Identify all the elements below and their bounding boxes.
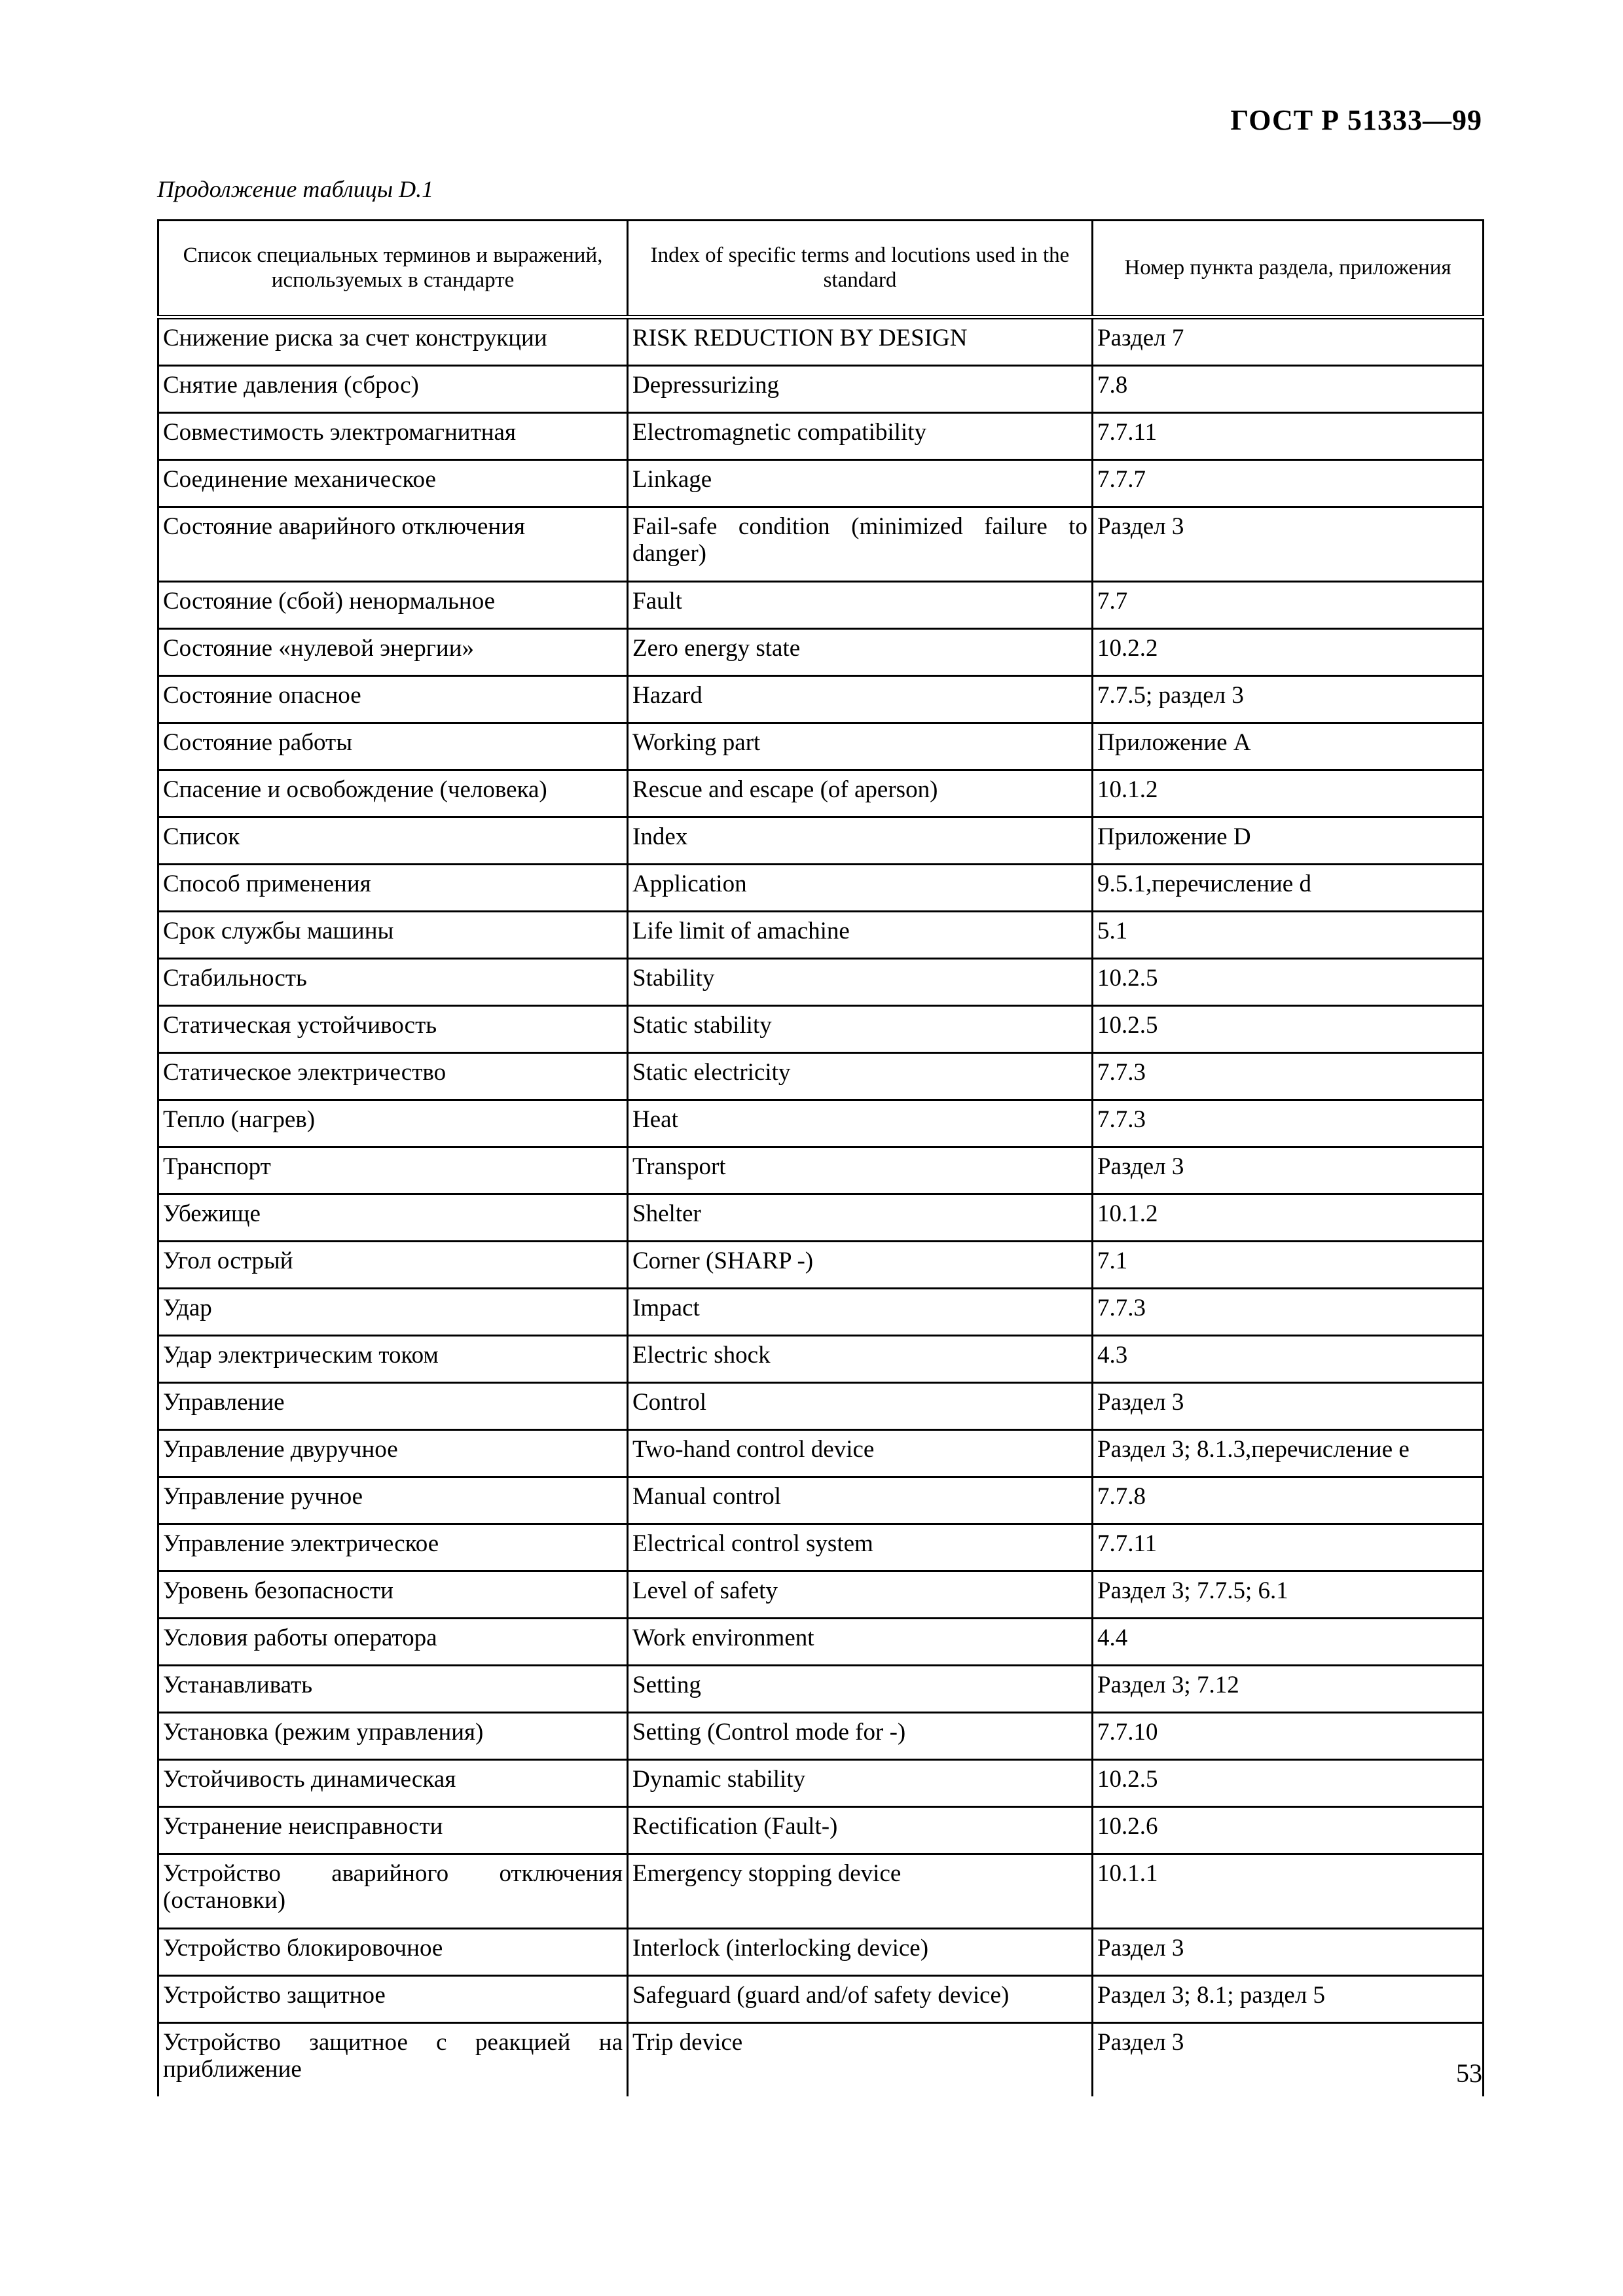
clause-ref: 7.7.8 [1093, 1477, 1484, 1524]
russian-term: Удар [158, 1289, 628, 1336]
russian-term: Убежище [158, 1194, 628, 1242]
table-row [158, 317, 1484, 366]
english-term: Zero energy state [628, 629, 1093, 676]
clause-ref: 7.7.10 [1093, 1713, 1484, 1760]
table-row [158, 1524, 1484, 1571]
table-row [158, 1147, 1484, 1194]
table-row [158, 1854, 1484, 1929]
russian-term: Снижение риска за счет конструкции [158, 317, 628, 366]
table-row [158, 1760, 1484, 1807]
table-row [158, 2023, 1484, 2097]
terms-table-container [157, 219, 1482, 2096]
clause-ref: 4.3 [1093, 1336, 1484, 1383]
english-term: Corner (SHARP -) [628, 1242, 1093, 1289]
table-row [158, 413, 1484, 460]
table-row [158, 582, 1484, 629]
english-term: Index [628, 817, 1093, 865]
table-row [158, 1929, 1484, 1976]
clause-ref: 4.4 [1093, 1619, 1484, 1666]
russian-term: Состояние опасное [158, 676, 628, 723]
clause-ref: Раздел 3 [1093, 2023, 1484, 2097]
russian-term: Состояние (сбой) ненормальное [158, 582, 628, 629]
clause-ref: Раздел 7 [1093, 317, 1484, 366]
table-row [158, 1100, 1484, 1147]
english-term: Impact [628, 1289, 1093, 1336]
russian-term: Устройство блокировочное [158, 1929, 628, 1976]
russian-term: Статическая устойчивость [158, 1006, 628, 1053]
russian-term: Стабильность [158, 959, 628, 1006]
clause-ref: 7.7.11 [1093, 1524, 1484, 1571]
clause-ref: Раздел 3; 7.12 [1093, 1666, 1484, 1713]
table-row [158, 366, 1484, 413]
clause-ref: 10.2.5 [1093, 959, 1484, 1006]
english-term: Linkage [628, 460, 1093, 507]
english-term: Hazard [628, 676, 1093, 723]
table-row [158, 1430, 1484, 1477]
clause-ref: 7.7.11 [1093, 413, 1484, 460]
english-term: Static stability [628, 1006, 1093, 1053]
russian-term: Тепло (нагрев) [158, 1100, 628, 1147]
clause-ref: 7.7 [1093, 582, 1484, 629]
russian-term: Установка (режим управления) [158, 1713, 628, 1760]
english-term: Working part [628, 723, 1093, 770]
russian-term: Состояние аварийного отключения [158, 507, 628, 582]
clause-ref: 9.5.1,перечисление d [1093, 865, 1484, 912]
clause-ref: 7.8 [1093, 366, 1484, 413]
russian-term: Снятие давления (сброс) [158, 366, 628, 413]
english-term: Setting (Control mode for -) [628, 1713, 1093, 1760]
russian-term: Устойчивость динамическая [158, 1760, 628, 1807]
english-term: Control [628, 1383, 1093, 1430]
russian-term: Уровень безопасности [158, 1571, 628, 1619]
english-term: Electrical control system [628, 1524, 1093, 1571]
table-row [158, 959, 1484, 1006]
english-term: Stability [628, 959, 1093, 1006]
clause-ref: 10.2.5 [1093, 1760, 1484, 1807]
russian-term: Совместимость электромагнитная [158, 413, 628, 460]
table-row [158, 817, 1484, 865]
clause-ref: Раздел 3 [1093, 1383, 1484, 1430]
table-row [158, 1619, 1484, 1666]
table-row [158, 1976, 1484, 2023]
russian-term: Устройство аварийного отключения (остановки) [158, 1854, 628, 1929]
english-term: Fault [628, 582, 1093, 629]
clause-ref: 7.1 [1093, 1242, 1484, 1289]
table-row [158, 1336, 1484, 1383]
russian-term: Управление электрическое [158, 1524, 628, 1571]
english-term: Rescue and escape (of aperson) [628, 770, 1093, 817]
table-row [158, 1242, 1484, 1289]
document-code: ГОСТ Р 51333—99 [1230, 104, 1482, 136]
clause-ref: 5.1 [1093, 912, 1484, 959]
page-number: 53 [1456, 2058, 1482, 2088]
russian-term: Устройство защитное с реакцией на приближение [158, 2023, 628, 2097]
clause-ref: 7.7.3 [1093, 1289, 1484, 1336]
clause-ref: Раздел 3; 8.1.3,перечисление е [1093, 1430, 1484, 1477]
english-term: Level of safety [628, 1571, 1093, 1619]
table-body [158, 317, 1484, 2097]
clause-ref: 7.7.5; раздел 3 [1093, 676, 1484, 723]
english-term: Work environment [628, 1619, 1093, 1666]
clause-ref: 10.2.2 [1093, 629, 1484, 676]
english-term: Life limit of amachine [628, 912, 1093, 959]
english-term: Static electricity [628, 1053, 1093, 1100]
russian-term: Удар электрическим током [158, 1336, 628, 1383]
terms-table [157, 219, 1484, 2096]
header-russian-terms: Список специальных терминов и выражений, используемых в стандарте [158, 221, 628, 317]
table-caption: Продолжение таблицы D.1 [157, 176, 434, 202]
english-term: Rectification (Fault-) [628, 1807, 1093, 1854]
russian-term: Статическое электричество [158, 1053, 628, 1100]
clause-ref: Раздел 3 [1093, 507, 1484, 582]
clause-ref: Приложение A [1093, 723, 1484, 770]
english-term: RISK REDUCTION BY DESIGN [628, 317, 1093, 366]
english-term: Application [628, 865, 1093, 912]
russian-term: Состояние «нулевой энергии» [158, 629, 628, 676]
russian-term: Устранение неисправности [158, 1807, 628, 1854]
russian-term: Состояние работы [158, 723, 628, 770]
table-row [158, 1477, 1484, 1524]
table-row [158, 1713, 1484, 1760]
russian-term: Угол острый [158, 1242, 628, 1289]
table-row [158, 460, 1484, 507]
english-term: Depressurizing [628, 366, 1093, 413]
russian-term: Управление ручное [158, 1477, 628, 1524]
english-term: Fail-safe condition (minimized failure to danger) [628, 507, 1093, 582]
english-term: Safeguard (guard and/of safety device) [628, 1976, 1093, 2023]
clause-ref: 10.1.1 [1093, 1854, 1484, 1929]
clause-ref: Раздел 3; 8.1; раздел 5 [1093, 1976, 1484, 2023]
clause-ref: Раздел 3 [1093, 1147, 1484, 1194]
table-row [158, 1571, 1484, 1619]
table-row [158, 1289, 1484, 1336]
clause-ref: Приложение D [1093, 817, 1484, 865]
table-row [158, 1666, 1484, 1713]
russian-term: Устройство защитное [158, 1976, 628, 2023]
clause-ref: 10.1.2 [1093, 770, 1484, 817]
russian-term: Срок службы машины [158, 912, 628, 959]
russian-term: Управление [158, 1383, 628, 1430]
english-term: Emergency stopping device [628, 1854, 1093, 1929]
clause-ref: 10.2.6 [1093, 1807, 1484, 1854]
table-row [158, 770, 1484, 817]
english-term: Interlock (interlocking device) [628, 1929, 1093, 1976]
clause-ref: 7.7.3 [1093, 1100, 1484, 1147]
clause-ref: 10.1.2 [1093, 1194, 1484, 1242]
english-term: Setting [628, 1666, 1093, 1713]
english-term: Shelter [628, 1194, 1093, 1242]
table-row [158, 629, 1484, 676]
table-row [158, 1807, 1484, 1854]
table-row [158, 1194, 1484, 1242]
english-term: Dynamic stability [628, 1760, 1093, 1807]
table-row [158, 507, 1484, 582]
english-term: Manual control [628, 1477, 1093, 1524]
table-row [158, 676, 1484, 723]
english-term: Electromagnetic compatibility [628, 413, 1093, 460]
english-term: Electric shock [628, 1336, 1093, 1383]
russian-term: Управление двуручное [158, 1430, 628, 1477]
russian-term: Спасение и освобождение (человека) [158, 770, 628, 817]
russian-term: Соединение механическое [158, 460, 628, 507]
russian-term: Устанавливать [158, 1666, 628, 1713]
clause-ref: 10.2.5 [1093, 1006, 1484, 1053]
header-clause-number: Номер пункта раздела, приложения [1093, 221, 1484, 317]
table-row [158, 912, 1484, 959]
russian-term: Транспорт [158, 1147, 628, 1194]
russian-term: Условия работы оператора [158, 1619, 628, 1666]
clause-ref: 7.7.7 [1093, 460, 1484, 507]
table-row [158, 1383, 1484, 1430]
english-term: Heat [628, 1100, 1093, 1147]
english-term: Transport [628, 1147, 1093, 1194]
table-row [158, 1006, 1484, 1053]
english-term: Two-hand control device [628, 1430, 1093, 1477]
english-term: Trip device [628, 2023, 1093, 2097]
table-row [158, 723, 1484, 770]
header-english-terms: Index of specific terms and locutions used in the standard [628, 221, 1093, 317]
clause-ref: Раздел 3 [1093, 1929, 1484, 1976]
clause-ref: 7.7.3 [1093, 1053, 1484, 1100]
table-row [158, 1053, 1484, 1100]
table-header-row [158, 221, 1484, 317]
table-row [158, 865, 1484, 912]
russian-term: Список [158, 817, 628, 865]
clause-ref: Раздел 3; 7.7.5; 6.1 [1093, 1571, 1484, 1619]
russian-term: Способ применения [158, 865, 628, 912]
